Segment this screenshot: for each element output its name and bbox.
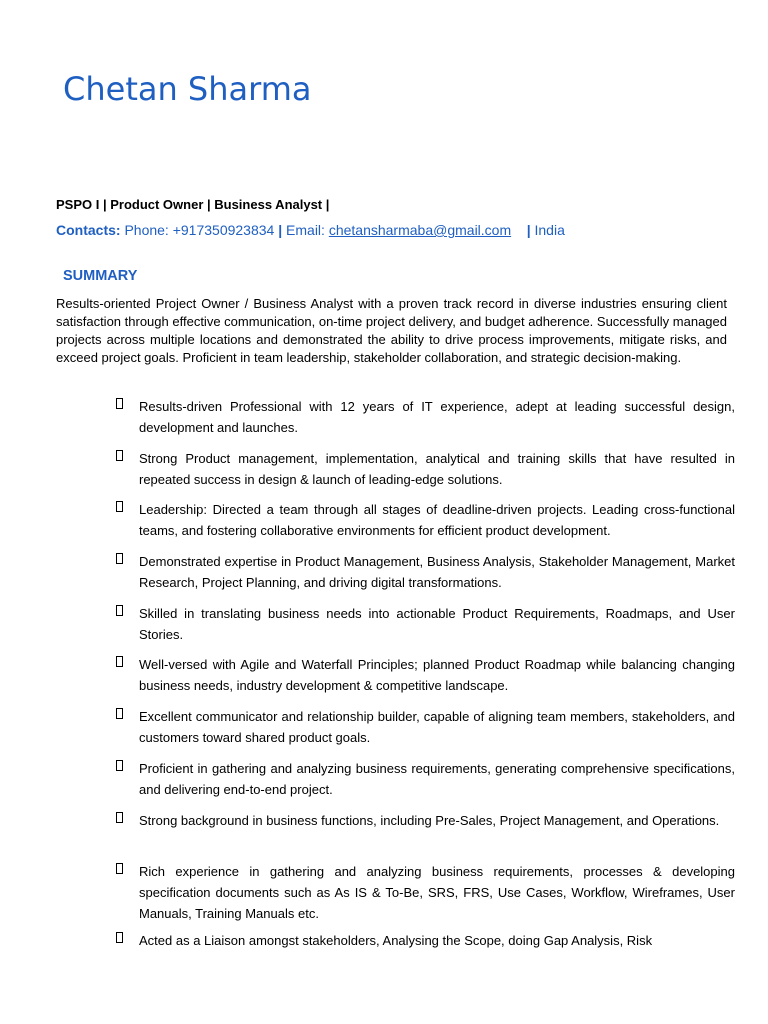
- list-item: [0, 396, 768, 448]
- email-link[interactable]: chetansharmaba@gmail.com: [328, 222, 512, 238]
- list-item: [0, 930, 768, 956]
- list-item-text: Results-driven Professional with 12 years of IT experience, adept at leading successful design, development and launches.: [139, 399, 735, 435]
- list-item: [0, 810, 768, 861]
- list-item: [0, 654, 768, 706]
- list-item-text: Skilled in translating business needs into actionable Product Requirements, Roadmaps, and User Stories.: [139, 606, 735, 642]
- list-item-text: Excellent communicator and relationship builder, capable of aligning team members, stakeholders, and customers toward shared product goals.: [139, 709, 735, 745]
- list-item: [0, 499, 768, 551]
- list-item: [0, 861, 768, 930]
- highlights-list: [0, 396, 768, 956]
- bullet-icon: [116, 501, 123, 512]
- bullet-icon: [116, 932, 123, 943]
- bullet-icon: [116, 398, 123, 409]
- email-label: Email:: [286, 222, 325, 238]
- list-item-text: Demonstrated expertise in Product Management, Business Analysis, Stakeholder Management, Market Research, Project Planning, and driving digital transformations.: [139, 554, 735, 590]
- bullet-icon: [116, 605, 123, 616]
- list-item-text: Rich experience in gathering and analyzing business requirements, processes & developing specification documents such as As IS & To-Be, SRS, FRS, Use Cases, Workflow, Wireframes, User Manuals, Training Manuals etc.: [139, 864, 735, 921]
- list-item-text: Proficient in gathering and analyzing business requirements, generating comprehensive specifications, and delivering end-to-end project.: [139, 761, 735, 797]
- bullet-icon: [116, 656, 123, 667]
- list-item: [0, 603, 768, 654]
- separator: |: [526, 222, 531, 238]
- bullet-icon: [116, 863, 123, 874]
- separator: |: [278, 222, 283, 238]
- list-item-text: Acted as a Liaison amongst stakeholders, Analysing the Scope, doing Gap Analysis, Risk: [139, 933, 653, 948]
- bullet-icon: [116, 450, 123, 461]
- list-item-text: Strong background in business functions, including Pre-Sales, Project Management, and Operations.: [139, 813, 720, 828]
- bullet-icon: [116, 760, 123, 771]
- bullet-icon: [116, 708, 123, 719]
- phone: Phone: +917350923834: [124, 222, 275, 238]
- candidate-name: Chetan Sharma: [63, 70, 312, 108]
- list-item-text: Strong Product management, implementation, analytical and training skills that have resulted in repeated success in design & launch of leading-edge solutions.: [139, 451, 735, 487]
- contacts-line: [56, 222, 565, 238]
- bullet-icon: [116, 812, 123, 823]
- list-item-text: Leadership: Directed a team through all stages of deadline-driven projects. Leading cross-functional teams, and fostering collaborative environments for efficient product development.: [139, 502, 735, 538]
- list-item: [0, 551, 768, 603]
- contacts-label: Contacts:: [56, 222, 121, 238]
- list-item: [0, 758, 768, 810]
- summary-heading: SUMMARY: [63, 268, 138, 284]
- bullet-icon: [116, 553, 123, 564]
- country: India: [534, 222, 565, 238]
- headline: PSPO I | Product Owner | Business Analyst |: [56, 197, 330, 212]
- summary-paragraph: Results-oriented Project Owner / Business Analyst with a proven track record in diverse industries ensuring client satisfaction through effective communication, on-time project delivery, and budget adherence. Successfully managed projects across multiple locations and demonstrated the ability to drive process improvements, mitigate risks, and exceed project goals. Proficient in team leadership, stakeholder collaboration, and strategic decision-making.: [56, 296, 727, 365]
- list-item: [0, 448, 768, 499]
- list-item: [0, 706, 768, 758]
- list-item-text: Well-versed with Agile and Waterfall Principles; planned Product Roadmap while balancing changing business needs, industry development & competitive landscape.: [139, 657, 735, 693]
